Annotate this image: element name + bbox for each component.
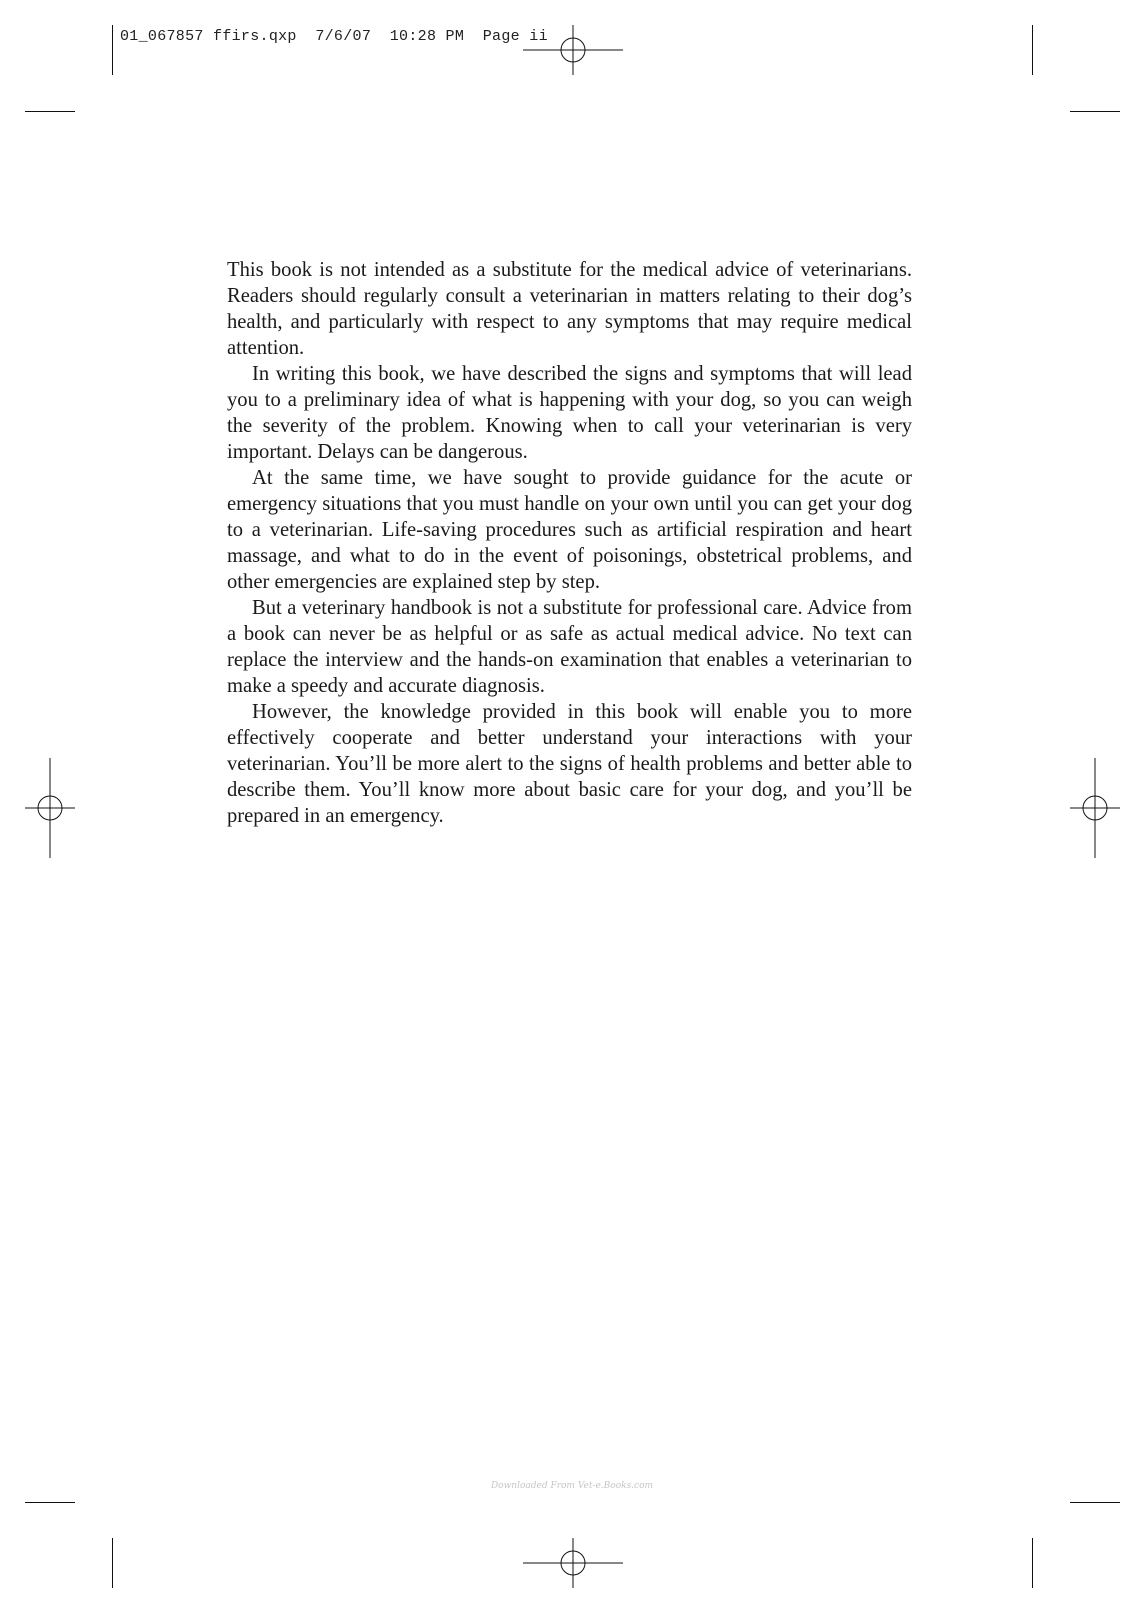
registration-mark-right	[1045, 758, 1144, 858]
disclaimer-text-block	[227, 257, 912, 829]
registration-mark-left	[0, 758, 100, 858]
paragraph-1: This book is not intended as a substitute for the medical advice of veterinarians. Readers should regularly consult a veterinarian in matters relating to their dog’s health, and particularly with respect to any symptoms that may require medical attention.	[227, 259, 912, 359]
download-watermark: Downloaded From Vet-e.Books.com	[490, 1481, 654, 1491]
crop-mark-top-left-vertical	[112, 25, 113, 75]
paragraph-4: But a veterinary handbook is not a substitute for professional care. Advice from a book can never be as helpful or as safe as actual medical advice. No text can replace the interview and the hands-on examination that enables a veterinarian to make a speedy and accurate diagnosis.	[227, 597, 912, 697]
crop-mark-bottom-left-horizontal	[25, 1502, 75, 1503]
crop-mark-top-right-horizontal	[1070, 111, 1120, 112]
paragraph-3: At the same time, we have sought to provide guidance for the acute or emergency situations that you must handle on your own until you can get your dog to a veterinarian. Life-saving procedures such as artificial respiration and heart massage, and what to do in the event of poisonings, obstetrical problems, and other emergencies are explained step by step.	[227, 467, 912, 593]
print-slug-line: 01_067857 ffirs.qxp 7/6/07 10:28 PM Page ii	[120, 28, 548, 45]
crop-mark-bottom-right-horizontal	[1070, 1502, 1120, 1503]
crop-mark-top-left-horizontal	[25, 111, 75, 112]
crop-mark-top-right-vertical	[1032, 25, 1033, 75]
paragraph-5: However, the knowledge provided in this book will enable you to more effectively cooperate and better understand your interactions with your veterinarian. You’ll be more alert to the signs of health problems and better able to describe them. You’ll know more about basic care for your dog, and you’ll be prepared in an emergency.	[227, 701, 912, 827]
paragraph-2: In writing this book, we have described the signs and symptoms that will lead you to a preliminary idea of what is happening with your dog, so you can weigh the severity of the problem. Knowing when to call your veterinarian is very important. Delays can be dangerous.	[227, 363, 912, 463]
crop-mark-bottom-right-vertical	[1032, 1538, 1033, 1588]
registration-mark-top	[523, 0, 623, 100]
crop-mark-bottom-left-vertical	[112, 1538, 113, 1588]
registration-mark-bottom	[523, 1513, 623, 1613]
